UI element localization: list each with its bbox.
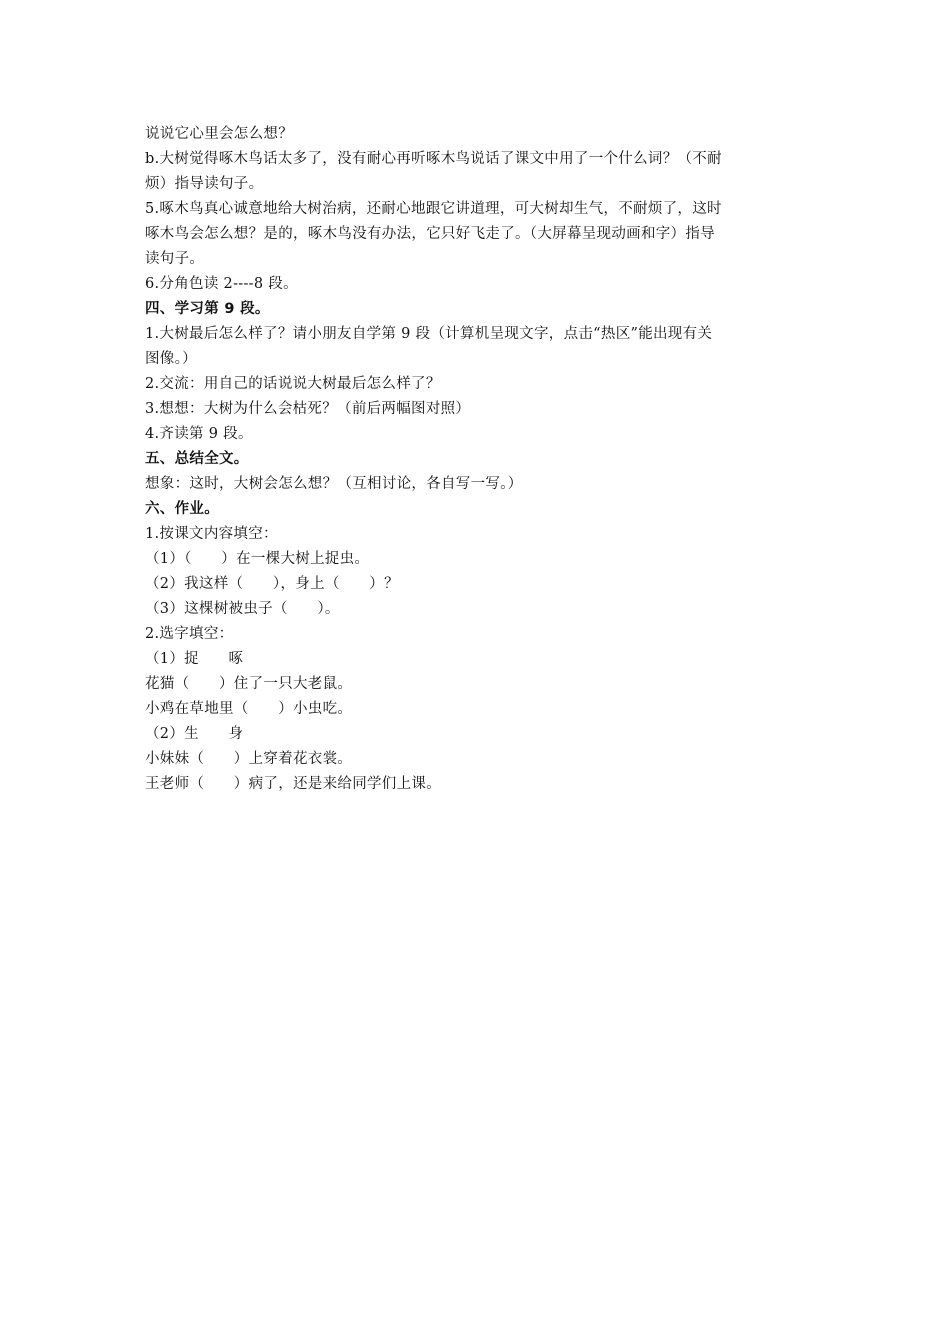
- text-line: （1）捉 啄: [145, 651, 244, 667]
- text-line: 1.大树最后怎么样了？请小朋友自学第 9 段（计算机呈现文字，点击“热区”能出现有关: [145, 326, 713, 342]
- text-line: 小妹妹（ ）上穿着花衣裳。: [145, 751, 353, 767]
- text-line: 烦）指导读句子。: [145, 176, 264, 192]
- text-line: 王老师（ ）病了，还是来给同学们上课。: [145, 776, 441, 792]
- text-line: 说说它心里会怎么想？: [145, 126, 293, 142]
- text-line: 6.分角色读 2----8 段。: [145, 276, 298, 292]
- text-line: 想象：这时，大树会怎么想？（互相讨论，各自写一写。）: [145, 476, 523, 492]
- document-body: [145, 122, 810, 797]
- text-line: 1.按课文内容填空：: [145, 526, 278, 542]
- text-line: 2.交流：用自己的话说说大树最后怎么样了？: [145, 376, 441, 392]
- text-line: 3.想想：大树为什么会枯死？（前后两幅图对照）: [145, 401, 471, 417]
- text-line: （2）我这样（ ），身上（ ）？: [145, 576, 399, 592]
- section-heading: 五、总结全文。: [145, 451, 249, 467]
- text-line: 图像。）: [145, 351, 197, 367]
- text-line: （1）（ ）在一棵大树上捉虫。: [145, 551, 370, 567]
- text-line: 2.选字填空：: [145, 626, 234, 642]
- text-line: （2）生 身: [145, 726, 244, 742]
- section-heading: 四、学习第 9 段。: [145, 301, 270, 317]
- text-line: 小鸡在草地里（ ）小虫吃。: [145, 701, 353, 717]
- text-line: 读句子。: [145, 251, 205, 267]
- text-line: 花猫（ ）住了一只大老鼠。: [145, 676, 353, 692]
- section-heading: 六、作业。: [145, 501, 219, 517]
- text-line: b.大树觉得啄木鸟话太多了，没有耐心再听啄木鸟说话了课文中用了一个什么词？（不耐: [145, 151, 722, 167]
- text-line: 啄木鸟会怎么想？是的，啄木鸟没有办法，它只好飞走了。（大屏幕呈现动画和字）指导: [145, 226, 715, 242]
- text-line: 4.齐读第 9 段。: [145, 426, 253, 442]
- text-line: （3）这棵树被虫子（ ）。: [145, 601, 340, 617]
- text-line: 5.啄木鸟真心诚意地给大树治病，还耐心地跟它讲道理，可大树却生气，不耐烦了，这时: [145, 201, 722, 217]
